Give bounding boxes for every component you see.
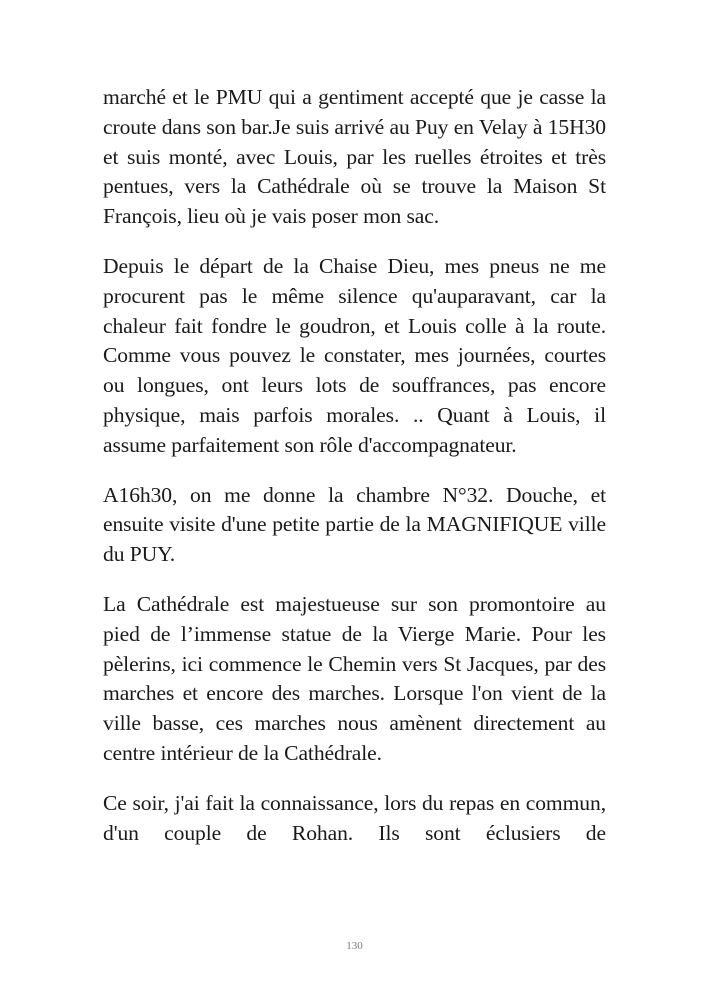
paragraph: Ce soir, j'ai fait la connaissance, lors du repas en commun, d'un couple de Rohan. Ils sont éclusiers de [103,790,606,845]
page-body [103,83,606,868]
paragraph: marché et le PMU qui a gentiment accepté que je casse la croute dans son bar.Je suis arrivé au Puy en Velay à 15H30 et suis monté, avec Louis, par les ruelles étroites et très pentues, vers la Cathédrale où se trouve la Maison St François, lieu où je vais poser mon sac. [103,85,606,229]
paragraph: Depuis le départ de la Chaise Dieu, mes pneus ne me procurent pas le même silence qu'auparavant, car la chaleur fait fondre le goudron, et Louis colle à la route. Comme vous pouvez le constater, mes journées, courtes ou longues, ont leurs lots de souffrances, pas encore physique, mais parfois morales. .. Quant à Louis, il assume parfaitement son rôle d'accompagnateur. [103,253,606,457]
paragraph: A16h30, on me donne la chambre N°32. Douche, et ensuite visite d'une petite partie de la MAGNIFIQUE ville du PUY. [103,482,606,567]
paragraph: La Cathédrale est majestueuse sur son promontoire au pied de l’immense statue de la Vierge Marie. Pour les pèlerins, ici commence le Chemin vers St Jacques, par des marches et encore des marches. Lorsque l'on vient de la ville basse, ces marches nous amènent directement au centre intérieur de la Cathédrale. [103,591,606,765]
page-number: 130 [346,940,363,952]
